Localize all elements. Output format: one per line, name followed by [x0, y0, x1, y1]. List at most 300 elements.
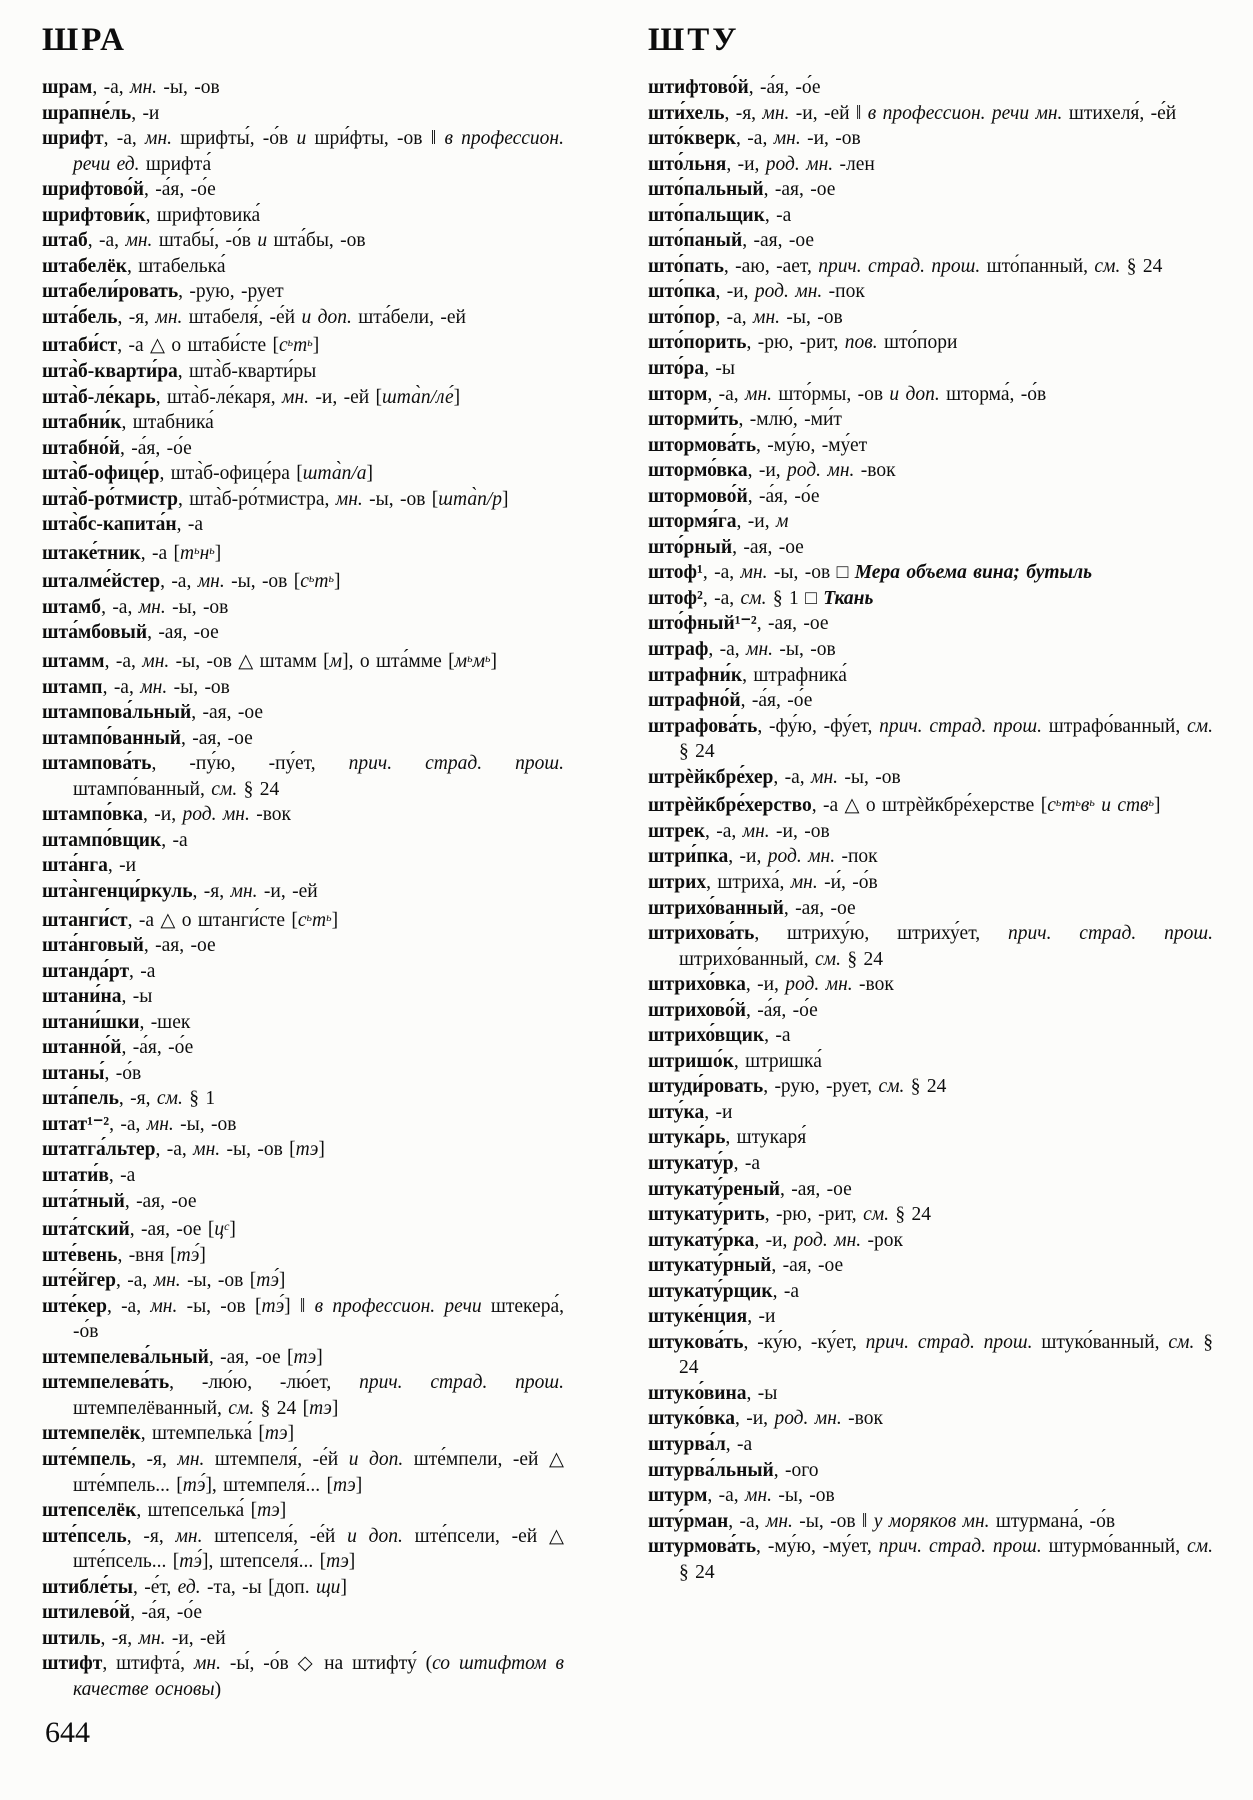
entry-text: тэ [295, 1139, 319, 1161]
entry-text: мн. [175, 1525, 203, 1547]
entry-text: -ы, -ов ‖ [792, 1510, 874, 1532]
entry-text: , -а, [736, 128, 774, 150]
entry-text: шрифта́ [139, 153, 212, 175]
dictionary-entry [42, 1189, 564, 1215]
dictionary-entry [42, 1575, 564, 1601]
dictionary-entry [42, 1447, 564, 1498]
entry-text: в профессион. речи [314, 1295, 482, 1317]
dictionary-entry [42, 1243, 564, 1269]
entry-text: , -ая, -ое [143, 935, 216, 957]
entry-text: , -а́я, -о́е [144, 179, 216, 201]
entry-text: см. [814, 948, 841, 970]
entry-text: , -лю́ю, -лю́ет, [169, 1372, 360, 1394]
entry-text: мн. [138, 1627, 166, 1649]
headword: што́льня [648, 153, 727, 175]
headword: што́ра [648, 358, 705, 380]
headword: шту́рман [648, 1510, 729, 1532]
entry-text: , -и [747, 1306, 776, 1328]
entry-text: см. [1094, 255, 1121, 277]
entry-text: , -фу́ю, -фу́ет, [757, 715, 880, 737]
dictionary-entry [42, 126, 564, 177]
headword: штабно́й [42, 437, 120, 459]
entry-text: прич. страд. прош. [879, 715, 1042, 737]
dictionary-entry [42, 254, 564, 280]
entry-text: , -ая, -ое [181, 727, 253, 749]
entry-text: мн. [745, 1485, 773, 1507]
entry-text: , шрифтовика́ [145, 204, 261, 226]
headword: шрифтови́к [42, 204, 146, 226]
entry-text: мн. [177, 1448, 205, 1470]
entry-text: мн. [753, 306, 781, 328]
headword: штукату́р [648, 1152, 734, 1174]
dictionary-entry [42, 203, 564, 229]
entry-text: т [314, 571, 329, 593]
headword: штаке́тник [42, 542, 141, 564]
headword: што́пать [648, 255, 724, 277]
dictionary-entry [42, 1010, 564, 1036]
entry-text: , -а [764, 204, 792, 226]
entry-text: , -а [ [140, 542, 180, 564]
entry-text: , шта̀б-ле́каря, [155, 386, 283, 408]
entry-text: , -а [725, 1433, 753, 1455]
headword: штрафни́к [648, 664, 743, 686]
entry-text: , -рю, -рит, [746, 332, 845, 354]
entry-text: штурмо́ванный, [1041, 1536, 1188, 1558]
dictionary-entry [648, 1279, 1213, 1305]
entry-text: шри́фты, -ов ‖ [306, 128, 445, 150]
dictionary-entry [648, 611, 1213, 637]
dictionary-entry [42, 1651, 564, 1702]
entry-text: шрифты́, -о́в [172, 128, 297, 150]
entry-text: -пок [835, 846, 878, 868]
dictionary-entry [648, 203, 1213, 229]
headword: штрих [648, 871, 707, 893]
entry-text: § 24 [889, 1204, 932, 1226]
entry-text: -вок [249, 804, 292, 826]
headword: штабни́к [42, 412, 122, 434]
dictionary-entry [648, 765, 1213, 791]
entry-text: штабеля́, -е́й [182, 306, 302, 328]
dictionary-entry [648, 663, 1213, 689]
headword: штрихо́вка [648, 974, 746, 996]
headword: штиль [42, 1627, 101, 1649]
entry-text: , -а, [702, 587, 741, 609]
headword: штормова́ть [648, 434, 757, 456]
entry-text: , -а △ о штанги́сте [ [127, 909, 298, 931]
entry-text: род. мн. [793, 1229, 862, 1251]
dictionary-entry [648, 152, 1213, 178]
headword: што́пка [648, 281, 716, 303]
entry-text: мн. [197, 571, 225, 593]
entry-text: ], о шта́мме [ [342, 651, 455, 673]
entry-text: ] [331, 909, 339, 931]
entry-text: в [1080, 795, 1090, 817]
headword: шта́пель [42, 1088, 119, 1110]
headword: шталме́йстер [42, 571, 161, 593]
entry-text: н [199, 542, 210, 564]
entry-text: ] [355, 1474, 363, 1496]
entry-text: штампо́ванный, [73, 778, 212, 800]
dictionary-entry [648, 560, 1213, 586]
headword: шрапне́ль [42, 102, 132, 124]
dictionary-entry [42, 1524, 564, 1575]
dictionary-entry [42, 512, 564, 538]
headword: штабели́ровать [42, 281, 179, 303]
entry-text: см. [156, 1088, 183, 1110]
dictionary-entry [42, 751, 564, 802]
dictionary-entry [648, 790, 1213, 819]
entry-text: ь [209, 542, 215, 557]
entry-text: ] [340, 1576, 347, 1598]
entry-text: , -а [129, 960, 156, 982]
entry-text: ] [316, 1346, 323, 1368]
entry-text: што́рмы, -ов [772, 383, 890, 405]
dictionary-entry [648, 382, 1213, 408]
headword: штрихова́ть [648, 923, 755, 945]
headword: штаб [42, 230, 88, 252]
dictionary-entry [648, 586, 1213, 612]
headword: штоф¹ [648, 562, 703, 584]
entry-text: род. мн. [785, 974, 853, 996]
headword: штрихово́й [648, 999, 747, 1021]
headword: штампова́льный [42, 702, 192, 724]
dictionary-entry [648, 1049, 1213, 1075]
headword: штепселёк [42, 1500, 137, 1522]
dictionary-entry [648, 714, 1213, 765]
entry-text: род. мн. [765, 153, 834, 175]
entry-text: , -а [772, 1280, 799, 1302]
entry-text: -и, -ей [ [309, 386, 383, 408]
headword: штурва́льный [648, 1459, 774, 1481]
entry-text: , -ая, -ое [191, 702, 263, 724]
dictionary-entry [648, 228, 1213, 254]
entry-text: , -аю, -ает, [723, 255, 819, 277]
entry-text: , штрафника́ [742, 664, 847, 686]
entry-text: што́пори [877, 332, 958, 354]
entry-text: ], штепселя́... [ [201, 1551, 327, 1573]
entry-text: -ы, -ов [838, 766, 901, 788]
entry-text: -ы, -ов [ [220, 1139, 296, 1161]
entry-text: прич. страд. прош. [878, 1536, 1042, 1558]
entry-text: прич. страд. прош. [359, 1372, 565, 1394]
entry-text: , -и [131, 102, 160, 124]
dictionary-entry [42, 1294, 564, 1345]
headword: штампо́вщик [42, 829, 162, 851]
entry-text: , штришка́ [733, 1050, 822, 1072]
entry-text: , -а [733, 1152, 761, 1174]
entry-text: , -а́я, -о́е [121, 1037, 194, 1059]
dictionary-entry [42, 1268, 564, 1294]
entry-text: см. [1187, 1536, 1214, 1558]
entry-text: мн. [773, 128, 801, 150]
entry-text: мн. [145, 128, 172, 150]
entry-text: , -и [704, 1101, 733, 1123]
headword: штампо́вка [42, 804, 144, 826]
dictionary-entry [42, 1421, 564, 1447]
dictionary-entry [42, 1035, 564, 1061]
headword: шрифт [42, 128, 104, 150]
entry-text: род. мн. [787, 460, 855, 482]
entry-text: , -ая, -ое [771, 1255, 844, 1277]
entry-text: , -я, [724, 102, 763, 124]
entry-text: мн. [811, 766, 839, 788]
dictionary-entry [42, 228, 564, 254]
headword: штемпелёк [42, 1423, 141, 1445]
entry-text: , -а [176, 514, 204, 536]
headword: штампо́ванный [42, 727, 182, 749]
entry-text: , -ая, -ое [ [208, 1346, 294, 1368]
entry-text: мн. [746, 639, 774, 661]
entry-text: -и́, -о́в [817, 871, 878, 893]
entry-text: ште́мпели, -ей △ ште́мпель... [ [73, 1448, 564, 1496]
entry-text: , -шек [139, 1011, 191, 1033]
entry-text: прич. страд. прош. [865, 1331, 1033, 1353]
dictionary-entry [648, 1406, 1213, 1432]
entry-text: пов. [844, 332, 878, 354]
entry-text: , -му́ю, -му́ет, [756, 1536, 879, 1558]
entry-text: -ы, -ов [773, 639, 836, 661]
entry-text: , -я, [100, 1627, 139, 1649]
entry-text: , -а, [773, 766, 812, 788]
dictionary-entry [42, 177, 564, 203]
entry-text: штемпеля́, -е́й [204, 1448, 349, 1470]
dictionary-entry [648, 1534, 1213, 1585]
headword: ште́йгер [42, 1270, 117, 1292]
entry-text: штабы́, -о́в [152, 230, 258, 252]
dictionary-entry [648, 1381, 1213, 1407]
entry-text: мн. [146, 1113, 174, 1135]
entry-text: см. [863, 1204, 890, 1226]
entry-text: , -а, [715, 306, 754, 328]
entry-text: мн. [762, 102, 790, 124]
entry-text: , -и, [143, 804, 183, 826]
entry-text: , -а́я, -о́е [120, 437, 192, 459]
headword: штурмова́ть [648, 1536, 757, 1558]
entry-text: у моряков мн. [873, 1510, 990, 1532]
entry-text: с [1047, 795, 1056, 817]
entry-text: -ы, -ов [157, 77, 220, 98]
headword: штрек [648, 820, 706, 842]
headword: штраф [648, 639, 709, 661]
headword: штукату́реный [648, 1178, 780, 1200]
entry-text: штекера́, -о́в [73, 1295, 564, 1343]
dictionary-entry [648, 305, 1213, 331]
dictionary-entry [648, 1330, 1213, 1381]
dictionary-entry [648, 1432, 1213, 1458]
entry-text: шта́бели, -ей [351, 306, 466, 328]
entry-text: штурмана́, -о́в [989, 1510, 1116, 1532]
entry-text: , -а, [160, 571, 198, 593]
entry-text: ь [485, 651, 491, 666]
dictionary-entry [42, 385, 564, 411]
entry-text: , -вня [ [117, 1244, 177, 1266]
dictionary-entry [42, 1061, 564, 1087]
entry-text: § 24 [679, 1331, 1213, 1379]
dictionary-entry [42, 828, 564, 854]
dictionary-entry [648, 407, 1213, 433]
dictionary-entry [648, 1253, 1213, 1279]
entry-text: , -и [107, 855, 137, 877]
entry-text: штуко́ванный, [1032, 1331, 1169, 1353]
entry-text: ц [214, 1219, 225, 1241]
headword: шта̀б-ро́тмистр [42, 488, 179, 510]
dictionary-entry [648, 688, 1213, 714]
dictionary-entry [42, 538, 564, 567]
entry-text: , -я, [126, 1525, 176, 1547]
dictionary-entry [648, 279, 1213, 305]
entry-text: -ы, -ов □ [767, 562, 855, 584]
headword: шта̀б-офице́р [42, 463, 160, 485]
entry-text: см. [1168, 1331, 1195, 1353]
entry-text: , -ая, -ое [783, 897, 856, 919]
headword: шта̀б-кварти́ра [42, 361, 178, 383]
entry-text: -та, -ы [доп. [200, 1576, 316, 1598]
entry-text: -ы, -ов [ [224, 571, 301, 593]
entry-text: -ы, -ов [772, 1485, 835, 1507]
headword: шрам [42, 77, 93, 98]
entry-text: и доп. [348, 1448, 404, 1470]
entry-text: , штриха́, [706, 871, 791, 893]
entry-text: тэ́ [179, 1551, 202, 1573]
headword: штат¹⁻² [42, 1113, 110, 1135]
entry-text: ь [1055, 795, 1062, 810]
dictionary-entry [42, 905, 564, 934]
dictionary-entry [648, 1177, 1213, 1203]
entry-text: прич. страд. прош. [1008, 923, 1214, 945]
entry-text: Мера объема вина; бутыль [854, 562, 1092, 584]
entry-text: -и, -ов [800, 128, 861, 150]
entry-text: ь [306, 909, 312, 924]
entry-text: , -а, [109, 1113, 147, 1135]
entry-text: , -ая, -ое [756, 613, 829, 635]
right-column [648, 22, 1213, 1702]
entry-text: ] [502, 488, 509, 510]
entry-text: , -а, [106, 1295, 151, 1317]
entry-text: ] [287, 1423, 295, 1445]
dictionary-entry [648, 330, 1213, 356]
entry-text: , -а́я, -о́е [747, 485, 820, 507]
dictionary-entry [42, 461, 564, 487]
entry-text: § 24 [237, 778, 280, 800]
dictionary-entry [42, 1600, 564, 1626]
dictionary-entry [648, 75, 1213, 101]
dictionary-entry [42, 1498, 564, 1524]
entry-text: ], штемпеля́... [ [205, 1474, 333, 1496]
headword: ште́мпель [42, 1448, 132, 1470]
entry-text: тэ́ [261, 1295, 285, 1317]
entry-text: , -а, [116, 1270, 154, 1292]
entry-text: ь [308, 571, 315, 586]
entry-text: ь [194, 542, 200, 557]
headword: штилево́й [42, 1602, 131, 1624]
entry-text: , -а́я, -о́е [130, 1602, 203, 1624]
left-column-entries [42, 75, 564, 1702]
dictionary-entry [648, 1023, 1213, 1049]
dictionary-page [42, 22, 1213, 1702]
headword: штуке́нция [648, 1306, 748, 1328]
entry-text: ] ‖ [284, 1295, 315, 1317]
entry-text: и доп. [347, 1525, 403, 1547]
headword: штукату́рщик [648, 1280, 773, 1302]
headword: штукова́ть [648, 1331, 744, 1353]
headword: штрафова́ть [648, 715, 758, 737]
entry-text: , -ая, -ое [732, 536, 804, 558]
headword: шта̀б-ле́карь [42, 386, 156, 408]
entry-text: -ы, -ов [165, 596, 229, 618]
headword: ште́кер [42, 1295, 107, 1317]
entry-text: с [224, 1219, 230, 1234]
entry-text: , -а, [103, 128, 145, 150]
dictionary-entry [648, 1304, 1213, 1330]
dictionary-entry [648, 177, 1213, 203]
entry-text: § 1 [182, 1088, 216, 1110]
headword: шта̀бс-капита́н [42, 514, 177, 536]
entry-text: прич. страд. прош. [348, 753, 564, 775]
dictionary-entry [42, 410, 564, 436]
entry-text: тэ́ [182, 1474, 206, 1496]
entry-text: , -и, [715, 281, 755, 303]
entry-text: , -а, [101, 596, 139, 618]
dictionary-entry [42, 1112, 564, 1138]
entry-text: мн. [140, 676, 168, 698]
entry-text: ] [214, 542, 222, 564]
entry-text: штрихо́ванный, [679, 948, 815, 970]
headword: штаны́ [42, 1062, 105, 1084]
entry-text: , -а △ о штрѐйкбре́херстве [ [811, 795, 1048, 817]
entry-text: тэ [257, 1500, 280, 1522]
dictionary-entry [648, 998, 1213, 1024]
entry-text: т [1061, 795, 1076, 817]
headword: штурм [648, 1485, 708, 1507]
entry-text: т [293, 335, 308, 357]
dictionary-entry [42, 75, 564, 101]
dictionary-entry [42, 305, 564, 331]
entry-text: ] [348, 1551, 356, 1573]
entry-text: ] [331, 1397, 339, 1419]
entry-text: ште́псели, -ей △ ште́псель... [ [73, 1525, 564, 1573]
entry-text: , -пу́ю, -пу́ет, [151, 753, 349, 775]
entry-text: шта̀п/ле́ [382, 386, 454, 408]
entry-text: , штепселька́ [ [136, 1500, 258, 1522]
entry-text: ь [1089, 795, 1095, 810]
entry-text: штепселя́, -е́й [202, 1525, 348, 1547]
headword: штрѐйкбре́херство [648, 795, 812, 817]
dictionary-entry [42, 984, 564, 1010]
entry-text: тэ́ [256, 1270, 279, 1292]
dictionary-entry [648, 101, 1213, 127]
headword: штуди́ровать [648, 1076, 764, 1098]
headword: штаби́ст [42, 335, 118, 357]
entry-text: мн. [335, 488, 363, 510]
entry-text: мн. [193, 1653, 221, 1675]
headword: штифт [42, 1653, 103, 1675]
dictionary-entry [42, 700, 564, 726]
headword: ште́вень [42, 1244, 118, 1266]
entry-text: -вок [852, 974, 894, 996]
entry-text: , шта̀б-офице́ра [ [159, 463, 303, 485]
entry-text: ] [318, 1139, 325, 1161]
headword: штуко́вка [648, 1408, 735, 1430]
entry-text: -лен [833, 153, 875, 175]
entry-text: ] [453, 386, 461, 408]
headword: ште́псель [42, 1525, 127, 1547]
dictionary-entry [42, 1345, 564, 1371]
entry-text: ь [1148, 795, 1154, 810]
entry-text: , штифта́, [102, 1653, 194, 1675]
headword: што́паный [648, 230, 743, 252]
entry-text: , -а, [87, 230, 126, 252]
entry-text: -и, -ей ‖ [789, 102, 868, 124]
